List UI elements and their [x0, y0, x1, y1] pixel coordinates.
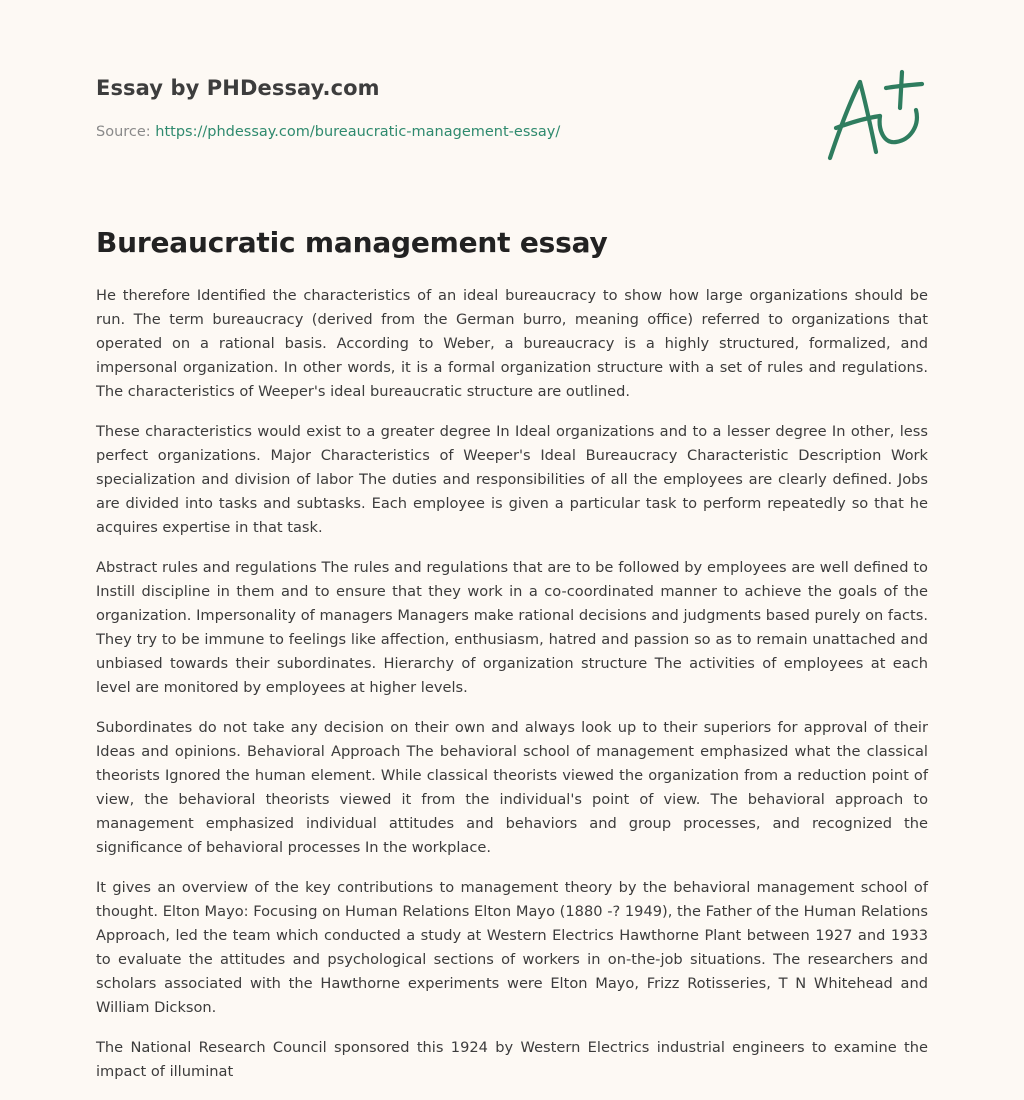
a-plus-logo-icon: [822, 68, 928, 166]
source-link[interactable]: https://phdessay.com/bureaucratic-management-essay/: [155, 124, 561, 140]
essay-paragraph: The National Research Council sponsored this 1924 by Western Electrics industrial engineers to examine the impact of illuminat: [96, 1039, 928, 1080]
source-label: Source:: [96, 124, 156, 140]
essay-paragraph: He therefore Identified the characteristics of an ideal bureaucracy to show how large organizations should be run. The term bureaucracy (derived from the German burro, meaning office) referred to organizations that operated on a rational basis. According to Weber, a bureaucracy is a highly structured, formalized, and impersonal organization. In other words, it is a formal organization structure with a set of rules and regulations. The characteristics of Weeper's ideal bureaucratic structure are outlined.: [96, 287, 928, 400]
essay-body: [96, 284, 928, 1100]
essay-paragraph: It gives an overview of the key contributions to management theory by the behavioral management school of thought. Elton Mayo: Focusing on Human Relations Elton Mayo (1880 -? 1949), the Father of the Human Relations Approach, led the team which conducted a study at Western Electrics Hawthorne Plant between 1927 and 1933 to evaluate the attitudes and psychological sections of workers in on-the-job situations. The researchers and scholars associated with the Hawthorne experiments were Elton Mayo, Frizz Rotisseries, T N Whitehead and William Dickson.: [96, 879, 928, 1016]
essay-paragraph: Abstract rules and regulations The rules and regulations that are to be followed by employees are well defined to Instill discipline in them and to ensure that they work in a co-coordinated manner to achieve the goals of the organization. Impersonality of managers Managers make rational decisions and judgments based purely on facts. They try to be immune to feelings like affection, enthusiasm, hatred and passion so as to remain unattached and unbiased towards their subordinates. Hierarchy of organization structure The activities of employees at each level are monitored by employees at higher levels.: [96, 559, 928, 696]
essay-title: Bureaucratic management essay: [96, 226, 608, 259]
essay-paragraph: These characteristics would exist to a greater degree In Ideal organizations and to a lesser degree In other, less perfect organizations. Major Characteristics of Weeper's Ideal Bureaucracy Characteristic Description Work specialization and division of labor The duties and responsibilities of all the employees are clearly defined. Jobs are divided into tasks and subtasks. Each employee is given a particular task to perform repeatedly so that he acquires expertise in that task.: [96, 423, 928, 536]
source-line: [96, 124, 560, 140]
site-title: Essay by PHDessay.com: [96, 76, 380, 100]
essay-paragraph: Subordinates do not take any decision on their own and always look up to their superiors for approval of their Ideas and opinions. Behavioral Approach The behavioral school of management emphasized what the classical theorists Ignored the human element. While classical theorists viewed the organization from a reduction point of view, the behavioral theorists viewed it from the individual's point of view. The behavioral approach to management emphasized individual attitudes and behaviors and group processes, and recognized the significance of behavioral processes In the workplace.: [96, 719, 928, 856]
